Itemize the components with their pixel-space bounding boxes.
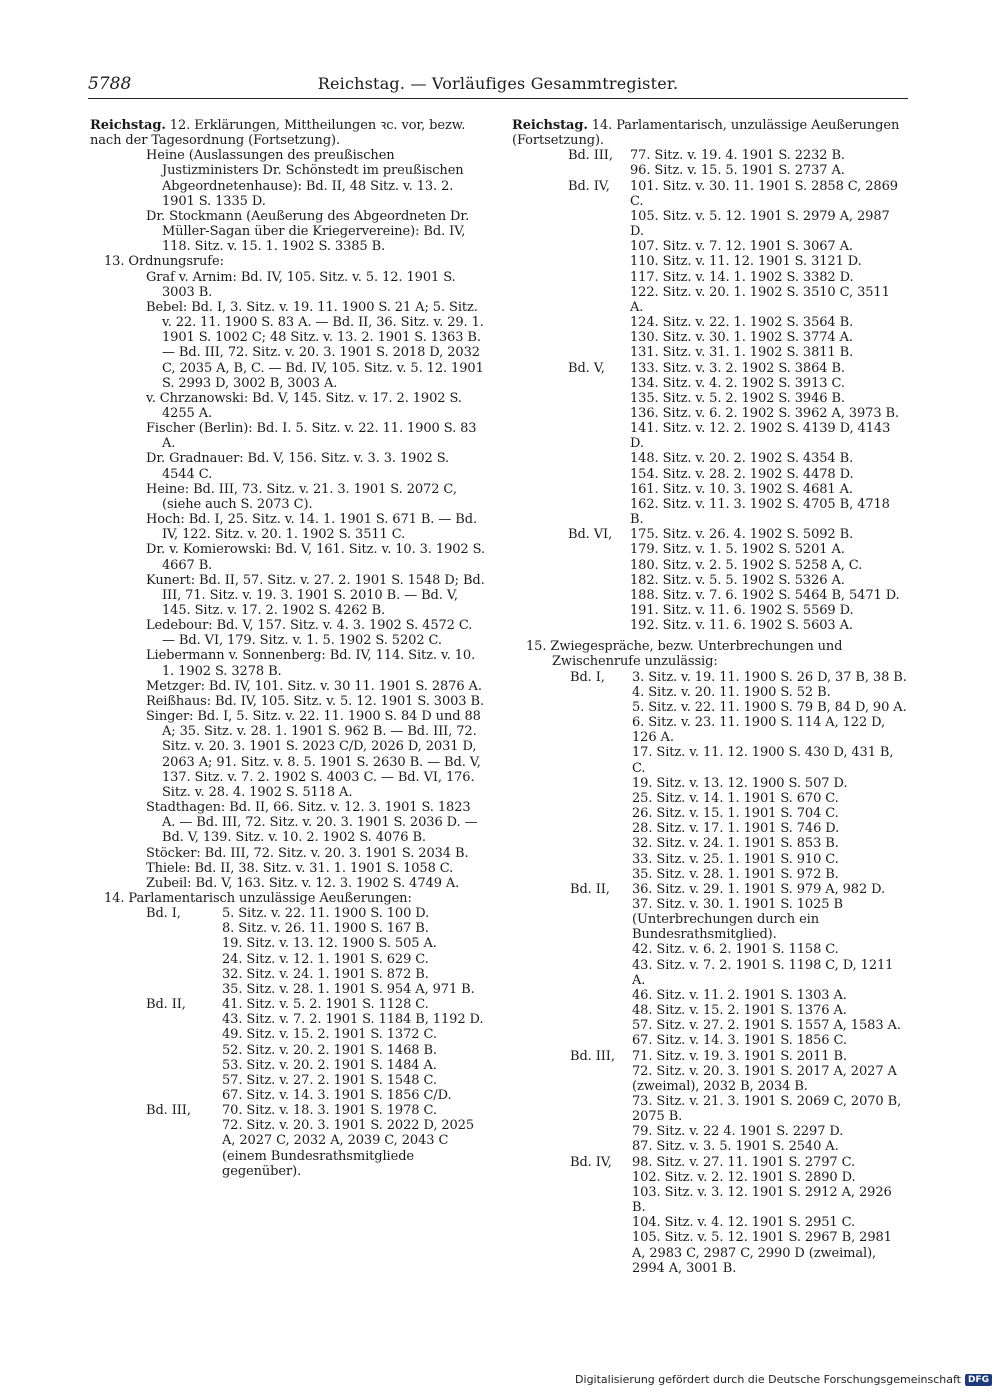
volume-label <box>570 821 632 836</box>
volume-label <box>568 209 630 239</box>
page-header <box>88 74 908 99</box>
volume-label <box>146 967 222 982</box>
session-row <box>512 209 907 239</box>
session-reference: 6. Sitz. v. 23. 11. 1900 S. 114 A, 122 D, 126 A. <box>632 715 886 746</box>
entry-text: 12. Erklärungen, Mittheilungen ꝛc. vor, bezw. nach der Tagesordnung (Fortsetzung). <box>90 118 466 149</box>
entry-text: 13. Ordnungsrufe: <box>104 254 224 270</box>
session-reference: 133. Sitz. v. 3. 2. 1902 S. 3864 B. <box>630 360 845 376</box>
index-entry <box>90 391 485 421</box>
volume-label <box>568 603 630 618</box>
volume-label <box>568 497 630 527</box>
index-entry <box>90 573 485 618</box>
session-reference: 48. Sitz. v. 15. 2. 1901 S. 1376 A. <box>632 1003 847 1019</box>
index-entry <box>90 270 485 300</box>
index-entry <box>90 876 485 891</box>
session-reference: 41. Sitz. v. 5. 2. 1901 S. 1128 C. <box>222 997 429 1013</box>
session-reference: 37. Sitz. v. 30. 1. 1901 S. 1025 B (Unterbrechungen durch ein Bundesrathsmitglied). <box>632 896 843 943</box>
session-reference: 130. Sitz. v. 30. 1. 1902 S. 3774 A. <box>630 330 853 346</box>
volume-label <box>568 467 630 482</box>
session-row <box>512 497 907 527</box>
session-reference: 4. Sitz. v. 20. 11. 1900 S. 52 B. <box>632 684 831 700</box>
entry-text: Fischer (Berlin): Bd. I. 5. Sitz. v. 22. 11. 1900 S. 83 A. <box>146 421 477 452</box>
volume-label <box>146 921 222 936</box>
session-reference: 57. Sitz. v. 27. 2. 1901 S. 1548 C. <box>222 1072 437 1088</box>
session-reference: 162. Sitz. v. 11. 3. 1902 S. 4705 B, 4718 B. <box>630 496 890 528</box>
volume-label <box>146 1058 222 1073</box>
session-reference: 72. Sitz. v. 20. 3. 1901 S. 2017 A, 2027 A (zweimal), 2032 B, 2034 B. <box>632 1063 897 1094</box>
volume-label <box>568 330 630 345</box>
volume-label <box>568 285 630 315</box>
session-reference: 192. Sitz. v. 11. 6. 1902 S. 5603 A. <box>630 618 853 634</box>
volume-label <box>570 1170 632 1185</box>
index-entry <box>90 209 485 254</box>
index-entry <box>90 846 485 861</box>
entry-text: Stöcker: Bd. III, 72. Sitz. v. 20. 3. 1901 S. 2034 B. <box>146 845 469 861</box>
volume-label <box>146 982 222 997</box>
session-row <box>512 163 907 178</box>
volume-label <box>568 239 630 254</box>
session-row <box>512 482 907 497</box>
session-row <box>90 1012 485 1027</box>
session-reference: 70. Sitz. v. 18. 3. 1901 S. 1978 C. <box>222 1103 437 1119</box>
session-row <box>512 1139 907 1154</box>
running-title: Reichstag. — Vorläufiges Gesammtregister. <box>317 74 679 93</box>
session-row <box>90 906 485 921</box>
volume-label <box>146 1073 222 1088</box>
index-entry <box>90 148 485 209</box>
right-intro <box>512 118 907 148</box>
session-row <box>512 391 907 406</box>
session-row <box>512 270 907 285</box>
session-row <box>512 1215 907 1230</box>
volume-label <box>568 573 630 588</box>
index-entry <box>90 254 485 269</box>
volume-label <box>570 958 632 988</box>
session-reference: 179. Sitz. v. 1. 5. 1902 S. 5201 A. <box>630 542 845 558</box>
session-reference: 105. Sitz. v. 5. 12. 1901 S. 2979 A, 2987 D. <box>630 208 890 240</box>
entry-text: v. Chrzanowski: Bd. V, 145. Sitz. v. 17. 2. 1902 S. 4255 A. <box>146 390 462 421</box>
entry-text: Reißhaus: Bd. IV, 105. Sitz. v. 5. 12. 1901 S. 3003 B. <box>146 693 484 709</box>
entry-text: Hoch: Bd. I, 25. Sitz. v. 14. 1. 1901 S. 671 B. — Bd. IV, 122. Sitz. v. 20. 1. 1902 S. 3511 C. <box>146 512 478 543</box>
right-column <box>512 118 907 1276</box>
session-row <box>512 685 907 700</box>
entry-text: Heine: Bd. III, 73. Sitz. v. 21. 3. 1901 S. 2072 C, (siehe auch S. 2073 C). <box>146 481 457 512</box>
volume-label <box>568 254 630 269</box>
session-row <box>512 239 907 254</box>
session-reference: 117. Sitz. v. 14. 1. 1902 S. 3382 D. <box>630 269 854 285</box>
volume-label <box>568 451 630 466</box>
session-reference: 122. Sitz. v. 20. 1. 1902 S. 3510 C, 3511 A. <box>630 284 890 315</box>
volume-label <box>568 588 630 603</box>
session-reference: 180. Sitz. v. 2. 5. 1902 S. 5258 A, C. <box>630 557 863 573</box>
session-reference: 49. Sitz. v. 15. 2. 1901 S. 1372 C. <box>222 1027 437 1043</box>
volume-label <box>568 315 630 330</box>
session-row <box>512 285 907 315</box>
session-reference: 154. Sitz. v. 28. 2. 1902 S. 4478 D. <box>630 466 854 482</box>
session-row <box>90 1103 485 1118</box>
session-row <box>512 700 907 715</box>
volume-label <box>570 852 632 867</box>
index-entry <box>90 694 485 709</box>
session-row <box>512 254 907 269</box>
index-entry <box>90 118 485 148</box>
footer <box>575 1373 992 1386</box>
index-entry <box>90 482 485 512</box>
volume-label <box>146 1043 222 1058</box>
session-reference: 102. Sitz. v. 2. 12. 1901 S. 2890 D. <box>632 1169 856 1185</box>
entry-text: Stadthagen: Bd. II, 66. Sitz. v. 12. 3. 1901 S. 1823 A. — Bd. III, 72. Sitz. v. 20. 3. 1901 S. 2036 D. — Bd. V, 139. Sitz. v. 10. 2. 1902 S. 4076 B. <box>146 800 478 846</box>
session-reference: 135. Sitz. v. 5. 2. 1902 S. 3946 B. <box>630 390 845 406</box>
session-reference: 79. Sitz. v. 22 4. 1901 S. 2297 D. <box>632 1124 844 1140</box>
volume-label <box>146 1012 222 1027</box>
volume-label <box>570 1003 632 1018</box>
session-row <box>512 745 907 775</box>
right-rows-a <box>512 148 907 633</box>
volume-label <box>146 1027 222 1042</box>
entry-text: Metzger: Bd. IV, 101. Sitz. v. 30 11. 1901 S. 2876 A. <box>146 678 482 694</box>
session-row <box>512 376 907 391</box>
session-row <box>512 421 907 451</box>
session-row <box>512 821 907 836</box>
section-15-heading: 15. Zwiegespräche, bezw. Unterbrechungen und Zwischenrufe unzulässig: <box>526 639 843 670</box>
session-row <box>512 345 907 360</box>
volume-label <box>146 1088 222 1103</box>
session-row <box>512 897 907 942</box>
page-number: 5788 <box>88 74 132 94</box>
session-row <box>512 882 907 897</box>
session-row <box>90 967 485 982</box>
volume-label <box>570 700 632 715</box>
volume-label <box>570 745 632 775</box>
volume-label: Bd. I, <box>570 669 605 685</box>
left-entries <box>90 118 485 906</box>
session-row <box>90 1088 485 1103</box>
session-reference: 104. Sitz. v. 4. 12. 1901 S. 2951 C. <box>632 1215 856 1231</box>
volume-label <box>570 1124 632 1139</box>
entry-text: Liebermann v. Sonnenberg: Bd. IV, 114. Sitz. v. 10. 1. 1902 S. 3278 B. <box>146 648 476 679</box>
session-row <box>512 806 907 821</box>
volume-label <box>570 988 632 1003</box>
volume-label <box>146 1118 222 1179</box>
session-reference: 19. Sitz. v. 13. 12. 1900 S. 507 D. <box>632 775 848 791</box>
volume-label <box>570 791 632 806</box>
session-row <box>512 1094 907 1124</box>
index-entry <box>90 451 485 481</box>
volume-label <box>568 270 630 285</box>
index-entry <box>90 709 485 800</box>
entry-text: Singer: Bd. I, 5. Sitz. v. 22. 11. 1900 S. 84 D und 88 A; 35. Sitz. v. 28. 1. 1901 S. 962 B. — Bd. III, 72. Sitz. v. 20. 3. 1901 S. 2023 C/D, 2026 D, 2031 D, 2063 A; 91. Sitz. v. 8. 5. 1901 S. 2630 B. — Bd. V, 137. Sitz. v. 7. 2. 1902 S. 4003 C. — Bd. VI, 176. Sitz. v. 28. 4. 1902 S. 5118 A. <box>146 709 481 800</box>
volume-label <box>570 715 632 745</box>
session-reference: 36. Sitz. v. 29. 1. 1901 S. 979 A, 982 D. <box>632 881 886 897</box>
session-reference: 5. Sitz. v. 22. 11. 1900 S. 100 D. <box>222 906 430 922</box>
session-row <box>512 527 907 542</box>
volume-label <box>570 1215 632 1230</box>
volume-label <box>570 1230 632 1275</box>
session-reference: 67. Sitz. v. 14. 3. 1901 S. 1856 C/D. <box>222 1088 452 1103</box>
session-row <box>512 670 907 685</box>
session-row <box>512 179 907 209</box>
volume-label <box>568 345 630 360</box>
session-reference: 110. Sitz. v. 11. 12. 1901 S. 3121 D. <box>630 254 862 270</box>
session-row <box>90 1027 485 1042</box>
session-reference: 71. Sitz. v. 19. 3. 1901 S. 2011 B. <box>632 1048 847 1064</box>
session-reference: 24. Sitz. v. 12. 1. 1901 S. 629 C. <box>222 951 429 967</box>
entry-text: Kunert: Bd. II, 57. Sitz. v. 27. 2. 1901 S. 1548 D; Bd. III, 71. Sitz. v. 19. 3. 1901 S. 2010 B. — Bd. V, 145. Sitz. v. 17. 2. 1902 S. 4262 B. <box>146 572 485 618</box>
session-row <box>512 148 907 163</box>
session-row <box>512 451 907 466</box>
volume-label <box>146 936 222 951</box>
volume-label: Bd. III, <box>146 1103 191 1119</box>
volume-label: Bd. IV, <box>570 1154 612 1170</box>
session-row <box>512 406 907 421</box>
session-row <box>512 361 907 376</box>
volume-label <box>568 163 630 178</box>
session-row <box>512 1170 907 1185</box>
session-row <box>512 958 907 988</box>
session-row <box>512 588 907 603</box>
session-reference: 52. Sitz. v. 20. 2. 1901 S. 1468 B. <box>222 1042 437 1058</box>
session-row <box>512 791 907 806</box>
session-reference: 42. Sitz. v. 6. 2. 1901 S. 1158 C. <box>632 942 839 958</box>
session-reference: 188. Sitz. v. 7. 6. 1902 S. 5464 B, 5471 D. <box>630 587 900 603</box>
session-row <box>90 1118 485 1179</box>
volume-label <box>568 618 630 633</box>
session-reference: 96. Sitz. v. 15. 5. 1901 S. 2737 A. <box>630 163 845 179</box>
volume-label: Bd. II, <box>570 881 610 897</box>
volume-label <box>570 897 632 942</box>
session-row <box>512 1003 907 1018</box>
session-reference: 8. Sitz. v. 26. 11. 1900 S. 167 B. <box>222 921 429 937</box>
volume-label <box>570 1094 632 1124</box>
session-row <box>90 997 485 1012</box>
session-row <box>512 776 907 791</box>
volume-label: Bd. III, <box>568 148 613 164</box>
left-column <box>90 118 485 1179</box>
session-reference: 98. Sitz. v. 27. 11. 1901 S. 2797 C. <box>632 1154 856 1170</box>
entry-text: 14. Parlamentarisch, unzulässige Aeußerungen (Fortsetzung). <box>512 118 900 149</box>
entry-text: Dr. Stockmann (Aeußerung des Abgeordneten Dr. Müller-Sagan über die Kriegervereine): Bd. IV, 118. Sitz. v. 15. 1. 1902 S. 3385 B. <box>146 208 470 255</box>
volume-label: Bd. VI, <box>568 527 613 543</box>
session-row <box>512 1124 907 1139</box>
volume-label: Bd. V, <box>568 360 605 376</box>
session-reference: 17. Sitz. v. 11. 12. 1900 S. 430 D, 431 B, C. <box>632 745 894 776</box>
session-reference: 57. Sitz. v. 27. 2. 1901 S. 1557 A, 1583 A. <box>632 1018 901 1034</box>
index-entry <box>90 618 485 648</box>
session-row <box>512 852 907 867</box>
index-entry <box>512 118 907 148</box>
dfg-logo: DFG <box>965 1374 992 1386</box>
session-row <box>512 1064 907 1094</box>
session-reference: 32. Sitz. v. 24. 1. 1901 S. 853 B. <box>632 836 839 852</box>
volume-label <box>570 942 632 957</box>
volume-label: Bd. III, <box>570 1048 615 1064</box>
session-row <box>512 1049 907 1064</box>
session-reference: 25. Sitz. v. 14. 1. 1901 S. 670 C. <box>632 790 839 806</box>
volume-label <box>570 1185 632 1215</box>
session-row <box>512 715 907 745</box>
session-row <box>512 467 907 482</box>
volume-label <box>570 836 632 851</box>
entry-lead: Reichstag. <box>90 118 166 133</box>
volume-label <box>570 1139 632 1154</box>
session-row <box>90 1058 485 1073</box>
entry-text: Bebel: Bd. I, 3. Sitz. v. 19. 11. 1900 S. 21 A; 5. Sitz. v. 22. 11. 1900 S. 83 A. — Bd. II, 36. Sitz. v. 29. 1. 1901 S. 1002 C; 48 Sitz. v. 13. 2. 1901 S. 1363 B. — Bd. III, 72. Sitz. v. 20. 3. 1901 S. 2018 D, 2032 C, 2035 A, B, C. — Bd. IV, 105. Sitz. v. 5. 12. 1901 S. 2993 D, 3002 B, 3003 A. <box>146 299 484 391</box>
session-reference: 67. Sitz. v. 14. 3. 1901 S. 1856 C. <box>632 1033 847 1049</box>
session-row <box>512 836 907 851</box>
session-row <box>90 982 485 997</box>
entry-lead: Reichstag. <box>512 118 588 133</box>
entry-text: 14. Parlamentarisch unzulässige Aeußerungen: <box>104 890 412 906</box>
session-row <box>512 1018 907 1033</box>
session-reference: 141. Sitz. v. 12. 2. 1902 S. 4139 D, 4143 D. <box>630 421 891 452</box>
session-reference: 175. Sitz. v. 26. 4. 1902 S. 5092 B. <box>630 527 854 543</box>
volume-label: Bd. I, <box>146 906 181 922</box>
volume-label <box>568 391 630 406</box>
index-entry <box>90 421 485 451</box>
session-row <box>512 603 907 618</box>
session-row <box>90 952 485 967</box>
index-entry <box>90 300 485 391</box>
session-reference: 46. Sitz. v. 11. 2. 1901 S. 1303 A. <box>632 987 847 1003</box>
session-reference: 33. Sitz. v. 25. 1. 1901 S. 910 C. <box>632 851 839 867</box>
session-reference: 134. Sitz. v. 4. 2. 1902 S. 3913 C. <box>630 375 845 391</box>
session-reference: 19. Sitz. v. 13. 12. 1900 S. 505 A. <box>222 936 437 952</box>
session-row <box>512 618 907 633</box>
entry-text: Thiele: Bd. II, 38. Sitz. v. 31. 1. 1901 S. 1058 C. <box>146 860 454 876</box>
session-reference: 131. Sitz. v. 31. 1. 1902 S. 3811 B. <box>630 345 854 361</box>
volume-label <box>568 542 630 557</box>
volume-label <box>568 558 630 573</box>
session-row <box>512 315 907 330</box>
session-row <box>512 573 907 588</box>
session-reference: 124. Sitz. v. 22. 1. 1902 S. 3564 B. <box>630 315 854 331</box>
session-reference: 32. Sitz. v. 24. 1. 1901 S. 872 B. <box>222 966 429 982</box>
index-entry <box>90 861 485 876</box>
right-rows-b <box>512 670 907 1276</box>
session-row <box>512 558 907 573</box>
volume-label <box>146 952 222 967</box>
volume-label <box>570 685 632 700</box>
index-entry <box>90 891 485 906</box>
footer-text: Digitalisierung gefördert durch die Deutsche Forschungsgemeinschaft <box>575 1373 961 1386</box>
entry-text: Graf v. Arnim: Bd. IV, 105. Sitz. v. 5. 12. 1901 S. 3003 B. <box>146 269 456 300</box>
session-row <box>512 1033 907 1048</box>
session-reference: 53. Sitz. v. 20. 2. 1901 S. 1484 A. <box>222 1057 437 1073</box>
session-reference: 103. Sitz. v. 3. 12. 1901 S. 2912 A, 2926 B. <box>632 1184 892 1216</box>
session-row <box>512 542 907 557</box>
volume-label: Bd. IV, <box>568 178 610 194</box>
index-entry <box>90 512 485 542</box>
session-reference: 26. Sitz. v. 15. 1. 1901 S. 704 C. <box>632 806 839 822</box>
session-row <box>512 1155 907 1170</box>
session-reference: 107. Sitz. v. 7. 12. 1901 S. 3067 A. <box>630 239 853 255</box>
session-reference: 73. Sitz. v. 21. 3. 1901 S. 2069 C, 2070 B, 2075 B. <box>632 1094 902 1125</box>
volume-label <box>570 776 632 791</box>
session-row <box>90 936 485 951</box>
entry-text: Dr. v. Komierowski: Bd. V, 161. Sitz. v. 10. 3. 1902 S. 4667 B. <box>146 542 485 573</box>
volume-label <box>570 867 632 882</box>
index-entry <box>90 679 485 694</box>
session-reference: 28. Sitz. v. 17. 1. 1901 S. 746 D. <box>632 821 840 837</box>
session-reference: 5. Sitz. v. 22. 11. 1900 S. 79 B, 84 D, 90 A. <box>632 699 907 715</box>
session-row <box>512 988 907 1003</box>
session-row <box>512 1185 907 1215</box>
session-row <box>90 921 485 936</box>
session-reference: 161. Sitz. v. 10. 3. 1902 S. 4681 A. <box>630 481 853 497</box>
session-row <box>512 330 907 345</box>
session-reference: 3. Sitz. v. 19. 11. 1900 S. 26 D, 37 B, 38 B. <box>632 669 907 685</box>
session-reference: 77. Sitz. v. 19. 4. 1901 S. 2232 B. <box>630 148 845 164</box>
volume-label <box>568 376 630 391</box>
session-reference: 43. Sitz. v. 7. 2. 1901 S. 1184 B, 1192 D. <box>222 1012 484 1028</box>
session-row <box>512 1230 907 1275</box>
volume-label <box>570 806 632 821</box>
session-reference: 191. Sitz. v. 11. 6. 1902 S. 5569 D. <box>630 603 854 618</box>
entry-text: Dr. Gradnauer: Bd. V, 156. Sitz. v. 3. 3. 1902 S. 4544 C. <box>146 451 450 482</box>
session-reference: 35. Sitz. v. 28. 1. 1901 S. 954 A, 971 B. <box>222 981 475 997</box>
session-reference: 35. Sitz. v. 28. 1. 1901 S. 972 B. <box>632 866 839 882</box>
session-reference: 87. Sitz. v. 3. 5. 1901 S. 2540 A. <box>632 1139 839 1155</box>
session-reference: 136. Sitz. v. 6. 2. 1902 S. 3962 A, 3973 B. <box>630 405 900 421</box>
entry-text: Ledebour: Bd. V, 157. Sitz. v. 4. 3. 1902 S. 4572 C. — Bd. VI, 179. Sitz. v. 1. 5. 1902 S. 5202 C. <box>146 618 473 649</box>
volume-label <box>570 1064 632 1094</box>
session-reference: 105. Sitz. v. 5. 12. 1901 S. 2967 B, 2981 A, 2983 C, 2987 C, 2990 D (zweimal), 2994 A, 3001 B. <box>632 1230 892 1276</box>
index-entry <box>90 648 485 678</box>
entry-text: Heine (Auslassungen des preußischen Justizministers Dr. Schönstedt im preußischen Abgeordnetenhause): Bd. II, 48 Sitz. v. 13. 2. 1901 S. 1335 D. <box>146 148 464 209</box>
volume-label <box>568 421 630 451</box>
left-rows <box>90 906 485 1179</box>
volume-label <box>568 406 630 421</box>
session-row <box>90 1043 485 1058</box>
session-row <box>512 867 907 882</box>
session-row <box>512 942 907 957</box>
index-entry <box>90 800 485 845</box>
volume-label: Bd. II, <box>146 997 186 1013</box>
volume-label <box>568 482 630 497</box>
session-row <box>90 1073 485 1088</box>
volume-label <box>570 1018 632 1033</box>
entry-text: Zubeil: Bd. V, 163. Sitz. v. 12. 3. 1902 S. 4749 A. <box>146 875 460 891</box>
volume-label <box>570 1033 632 1048</box>
session-reference: 101. Sitz. v. 30. 11. 1901 S. 2858 C, 2869 C. <box>630 178 898 209</box>
session-reference: 148. Sitz. v. 20. 2. 1902 S. 4354 B. <box>630 451 854 467</box>
index-entry <box>90 542 485 572</box>
session-reference: 72. Sitz. v. 20. 3. 1901 S. 2022 D, 2025 A, 2027 C, 2032 A, 2039 C, 2043 C (einem Bundesrathsmitgliede gegenüber). <box>222 1118 475 1179</box>
session-reference: 182. Sitz. v. 5. 5. 1902 S. 5326 A. <box>630 572 845 588</box>
session-reference: 43. Sitz. v. 7. 2. 1901 S. 1198 C, D, 1211 A. <box>632 957 894 988</box>
